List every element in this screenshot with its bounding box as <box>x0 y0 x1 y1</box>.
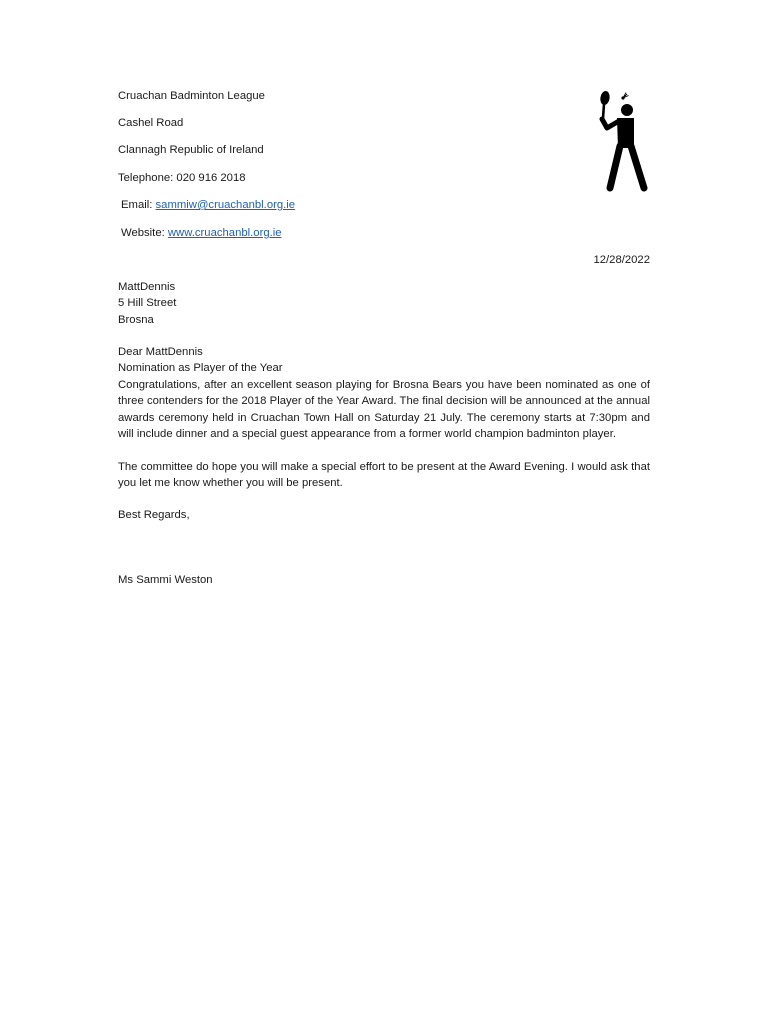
telephone-label: Telephone: <box>118 172 174 184</box>
recipient-name: MattDennis <box>118 281 176 293</box>
sender-email-line <box>121 198 295 212</box>
email-link[interactable]: sammiw@cruachanbl.org.ie <box>155 199 296 211</box>
website-link[interactable]: www.cruachanbl.org.ie <box>167 227 282 239</box>
closing: Best Regards, <box>118 509 190 521</box>
subject-line: Nomination as Player of the Year <box>118 362 283 374</box>
body-paragraph-1: Congratulations, after an excellent season playing for Brosna Bears you have been nominated as one of three contenders for the 2018 Player of the Year Award. The final decision will be announced at the annual awards ceremony held in Cruachan Town Hall on Saturday 21 July. The ceremony starts at 7:30pm and will include dinner and a special guest appearance from a former world champion badminton player. <box>118 379 650 441</box>
letter-date: 12/28/2022 <box>593 254 650 266</box>
recipient-town: Brosna <box>118 314 154 326</box>
sender-organization: Cruachan Badminton League <box>118 90 265 102</box>
badminton-player-icon <box>588 88 652 194</box>
recipient-street: 5 Hill Street <box>118 297 177 309</box>
website-label: Website: <box>121 227 165 239</box>
body-paragraph-2: The committee do hope you will make a special effort to be present at the Award Evening. I would ask that you let me know whether you will be present. <box>118 461 650 490</box>
sender-town: Clannagh Republic of Ireland <box>118 144 264 156</box>
sender-website-line <box>121 226 282 240</box>
telephone-number: 020 916 2018 <box>176 172 246 184</box>
sender-telephone-line <box>118 171 246 185</box>
signatory-name: Ms Sammi Weston <box>118 574 213 586</box>
salutation: Dear MattDennis <box>118 346 203 358</box>
sender-street: Cashel Road <box>118 117 184 129</box>
email-label: Email: <box>121 199 153 211</box>
shuttlecock-icon <box>621 93 628 100</box>
